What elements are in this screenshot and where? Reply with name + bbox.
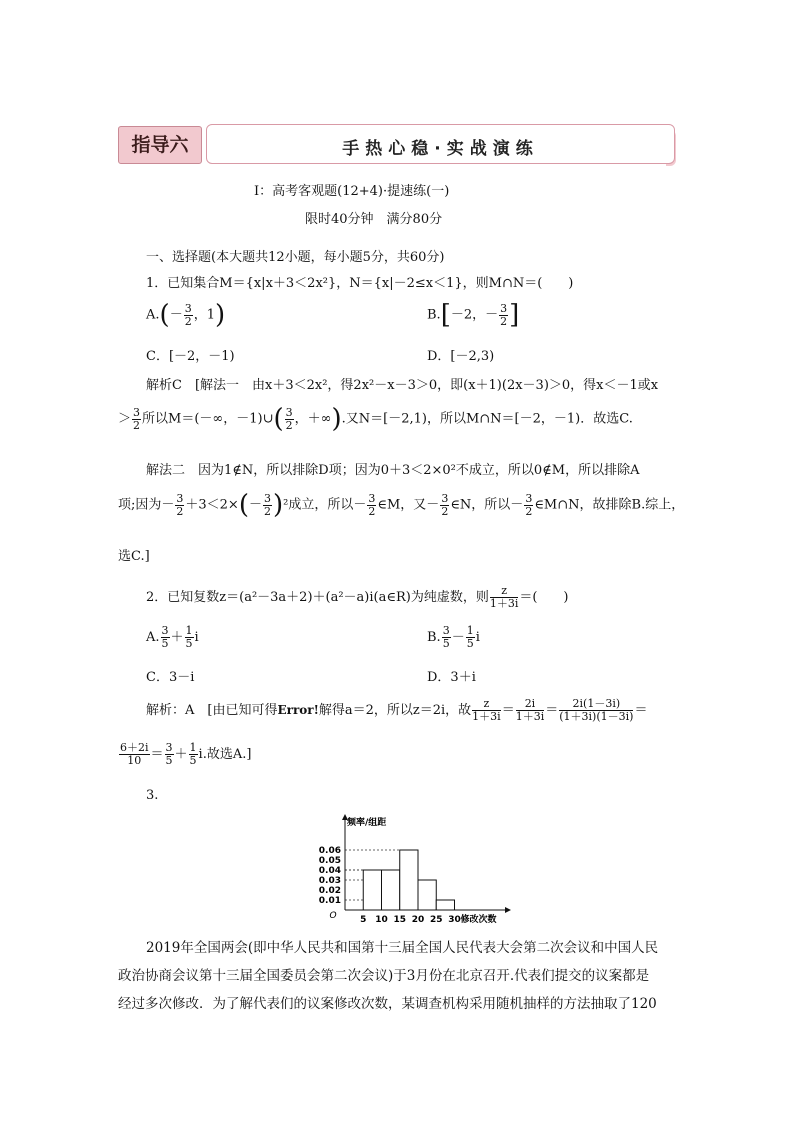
q1-sol4-a: 项;因为－ [118,497,175,513]
header-title: 手热心稳·实战演练 [342,139,539,159]
x-tick-label: 30 [448,915,461,925]
histogram-chart [300,812,520,930]
subtitle: Ⅰ：高考客观题(12+4)·提速练(一) [254,184,450,199]
q1-option-a: A.(－ $\frac{3}{2}$ ，1) [146,300,226,330]
q2-stem-b: ＝( ) [519,590,569,605]
y-tick-label: 0.01 [318,896,341,906]
q1-sol4-d: ∈M，又－ [377,497,440,513]
x-tick-label: 25 [429,915,443,925]
x-tick-label: 10 [375,915,388,925]
y-tick-label: 0.06 [318,846,341,856]
histogram-bar [418,880,436,910]
q2-solution-line2: $\frac{6+2i}{10}$ ＝ $\frac{3}{5}$ ＋ $\frac{1}{5}$ i.故选A.] [120,741,252,767]
q2-option-b-label: B. [427,630,441,645]
histogram-bar [363,870,381,910]
q1-solution-line3: 解法二 因为1∉N，所以排除D项；因为0＋3＜2×0²不成立，所以0∉M，所以排除A [146,463,640,478]
q3-paragraph-line1: 2019年全国两会(即中华人民共和国第十三届全国人民代表大会第二次会议和中国人民 [146,940,659,956]
q2-error-text: Error! [277,703,319,717]
q2-option-a: A. $\frac{3}{5}$ ＋ $\frac{1}{5}$ i [146,624,199,650]
section-tag: 指导六 [118,126,202,164]
q2-option-a-label: A. [146,630,160,645]
q2-option-c: C．3－i [146,670,195,685]
q1-option-b: B.[－2，－ $\frac{3}{2}$ ] [427,300,520,330]
origin-label: O [329,911,337,921]
y-axis-label: 频率/组距 [347,818,387,828]
q1-sol2-a: ＞ [118,411,132,427]
y-tick-label: 0.02 [318,886,341,896]
q1-sol4-e: ∈N，所以－ [450,497,524,513]
y-tick-label: 0.03 [318,876,341,886]
section-header [118,122,675,164]
x-tick-label: 20 [411,915,425,925]
q2-sol1-b: 解得a＝2，所以z＝2i，故 [318,703,472,718]
q1-option-b-label: B. [427,307,441,323]
q3-label: 3. [146,788,159,803]
q1-option-c: C．[－2，－1) [146,349,235,364]
q2-sol2: .故选A.] [202,747,252,762]
q2-option-d: D．3＋i [427,670,476,685]
histogram-bar [436,900,454,910]
q1-sol2-c: .又N＝[－2,1)，所以M∩N＝[－2，－1)．故选C. [341,411,633,427]
q2-stem-a: 2．已知复数z＝(a²－3a＋2)＋(a²－a)i(a∈R)为纯虚数，则 [146,590,489,605]
q1-option-a-label: A. [146,307,160,323]
header-band [206,124,675,164]
q1-solution-line5: 选C.] [118,549,150,564]
section-heading: 一、选择题(本大题共12小题，每小题5分，共60分) [146,250,445,265]
q2-solution-line1: 解析：A [由已知可得Error!解得a＝2，所以z＝2i，故 $\frac{z}{1+3i}$ ＝ $\frac{2i}{1+3i}$ ＝ $\frac{2i(1-3i)}{(1+3i)(1-3i)}$ ＝ [146,697,648,723]
histogram-bar [382,870,400,910]
q1-option-d: D．[－2,3) [427,349,495,364]
q1-sol4-f: ∈M∩N，故排除B.综上， [534,497,685,513]
y-tick-label: 0.04 [318,866,341,876]
histogram-bar [400,850,418,910]
q2-sol1-a: 解析：A [由已知可得 [146,703,278,718]
x-axis-arrow [505,907,511,913]
q1-stem: 1．已知集合M＝{x|x＋3＜2x²}，N＝{x|－2≤x＜1}，则M∩N＝( ) [146,276,574,291]
y-tick-label: 0.05 [318,856,341,866]
q1-sol4-c: ²成立，所以－ [283,497,367,513]
x-axis-label: 修改次数 [460,915,497,925]
q2-stem: 2．已知复数z＝(a²－3a＋2)＋(a²－a)i(a∈R)为纯虚数，则 $\frac{z}{1+3i}$ ＝( ) [146,584,569,610]
x-tick-label: 15 [393,915,407,925]
q3-paragraph-line2: 政治协商会议第十三届全国委员会第二次会议)于3月份在北京召开.代表们提交的议案都是 [118,968,650,984]
q1-sol2-b: 所以M＝(－∞，－1)∪ [142,411,274,427]
x-tick-label: 5 [360,915,367,925]
q1-sol4-b: ＋3＜2× [185,497,239,513]
q1-solution-line4: 项;因为－ $\frac{3}{2}$ ＋3＜2×(－ $\frac{3}{2}$ )²成立，所以－ $\frac{3}{2}$ ∈M，又－ $\frac{3}{2}$ ∈N，所以－ $\frac{3}{2}$ ∈M∩N，故排除B.综上， [118,490,685,520]
q2-option-b: B. $\frac{3}{5}$ － $\frac{1}{5}$ i [427,624,480,650]
time-limit: 限时40分钟 满分80分 [305,212,443,227]
q1-solution-line2: ＞ $\frac{3}{2}$ 所以M＝(－∞，－1)∪( $\frac{3}{2}$ ，＋∞).又N＝[－2,1)，所以M∩N＝[－2，－1)．故选C. [118,404,633,434]
q3-paragraph-line3: 经过多次修改．为了解代表们的议案修改次数，某调查机构采用随机抽样的方法抽取了120 [118,996,657,1012]
q1-solution-line1: 解析C [解法一 由x＋3＜2x²，得2x²－x－3＞0，即(x＋1)(2x－3)＞0，得x＜－1或x [146,378,659,393]
